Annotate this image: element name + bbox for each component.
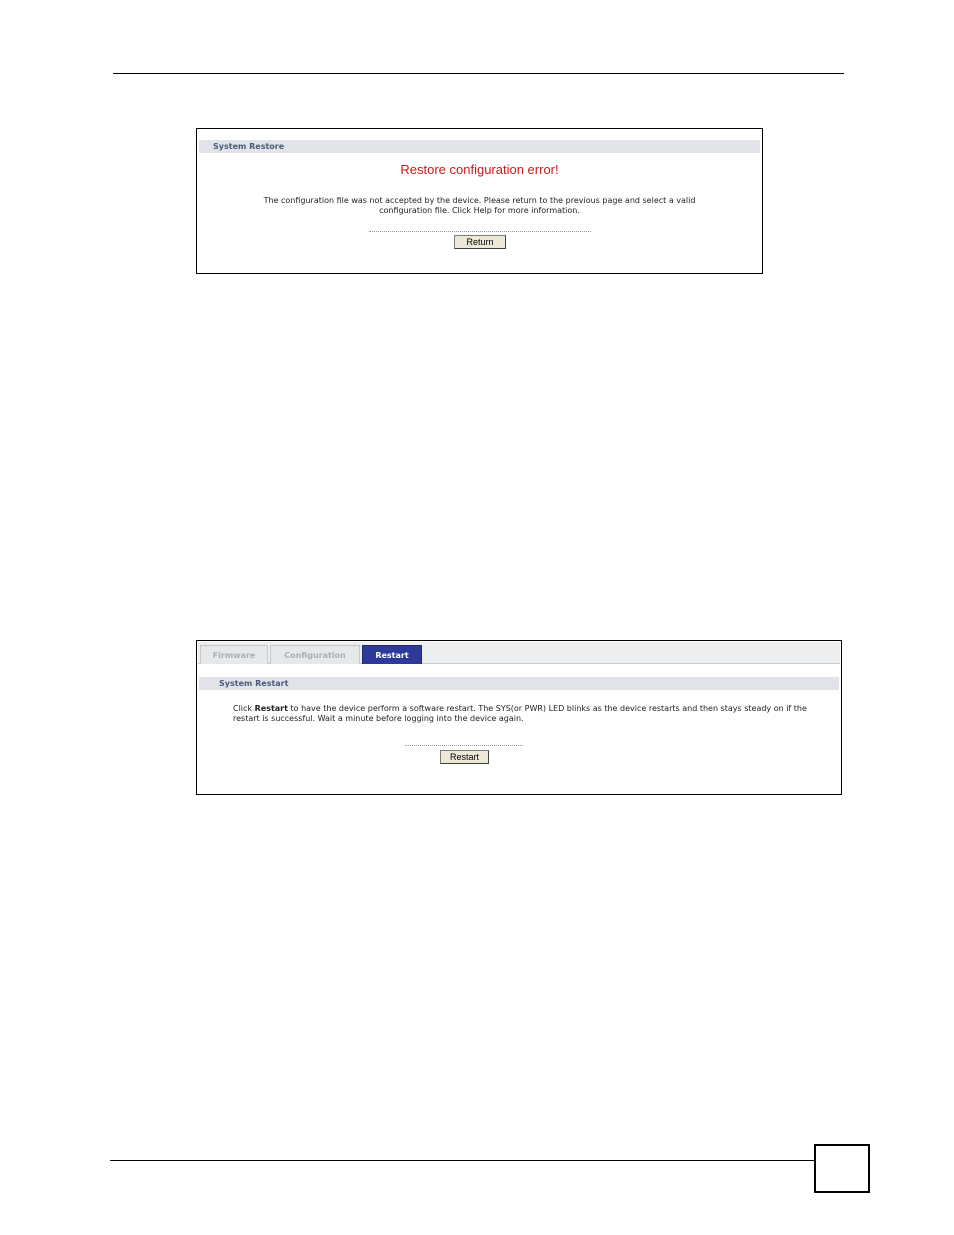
restore-error-title: Restore configuration error! <box>400 162 559 177</box>
system-restart-panel <box>196 640 842 795</box>
dotted-divider <box>405 745 523 746</box>
restart-message-prefix: Click <box>233 704 255 713</box>
restart-message-rest: to have the device perform a software restart. The SYS(or PWR) LED blinks as the device restarts and then stays steady on if the restart is successful. Wait a minute before logging into the device again. <box>233 704 807 723</box>
tab-bar <box>198 642 840 664</box>
restore-error-message <box>237 196 722 216</box>
page-number-box <box>814 1144 870 1193</box>
restart-message-bold: Restart <box>254 704 288 713</box>
tab-configuration[interactable]: Configuration <box>270 645 360 664</box>
tab-restart[interactable]: Restart <box>362 645 422 664</box>
system-restart-header: System Restart <box>199 677 839 690</box>
restart-button[interactable]: Restart <box>440 750 489 764</box>
system-restore-panel <box>196 128 763 274</box>
restart-message <box>233 704 825 724</box>
tab-firmware[interactable]: Firmware <box>200 645 268 664</box>
dotted-divider <box>369 231 591 232</box>
bottom-rule <box>110 1160 814 1161</box>
system-restore-header: System Restore <box>199 140 760 153</box>
top-rule <box>113 73 844 74</box>
restore-error-message-line2: configuration file. Click Help for more information. <box>379 206 580 215</box>
return-button[interactable]: Return <box>454 235 506 249</box>
restore-error-message-line1: The configuration file was not accepted by the device. Please return to the previous page and select a valid <box>263 196 696 205</box>
